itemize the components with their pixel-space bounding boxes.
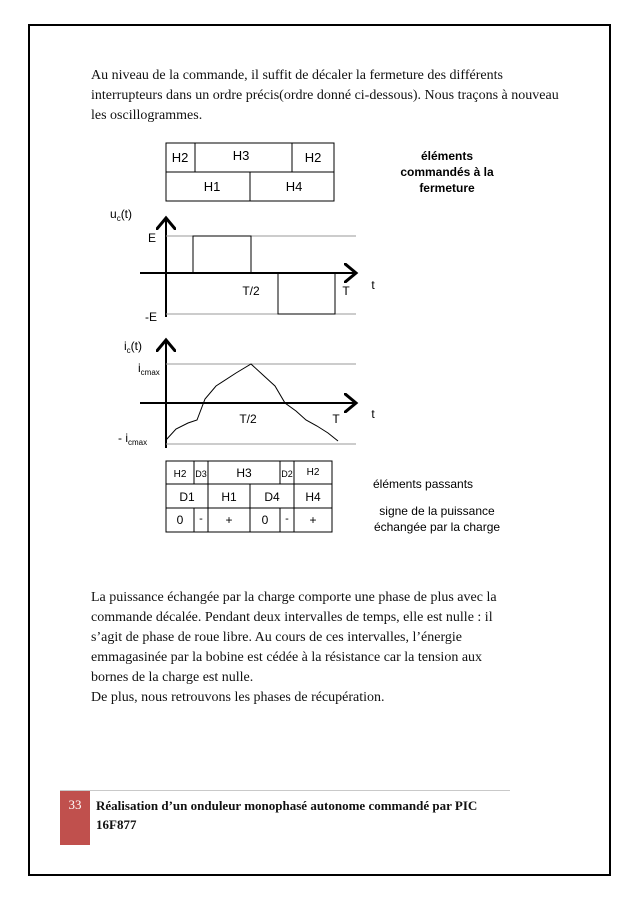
intro-paragraph: Au niveau de la commande, il suffit de décaler la fermeture des différents interrupteurs dans un ordre précis(ordre donné ci-dessous). Nous traçons à nouveau les oscillogrammes. — [91, 68, 559, 123]
conclusion-paragraph: La puissance échangée par la charge comporte une phase de plus avec la commande décalée. Pendant deux intervalles de temps, elle est nulle : il s’agit de phase de roue libre. Au cours de ces intervalles, l’énergie emmagasinée par la bobine est cédée à la résistance car la tension aux bornes de la charge est nulle. De plus, nous retrouvons les phases de récupération. — [91, 590, 497, 705]
ic-current-graph — [118, 339, 375, 448]
uc-label: $u_c(t)$ — [110, 207, 133, 223]
svg-text:fermeture: fermeture — [419, 181, 475, 195]
power-sign-1: 0 — [176, 513, 184, 527]
label-conducting-elements: éléments passants — [373, 477, 474, 491]
power-sign-5: - — [285, 513, 289, 525]
ic-t-axis: t — [371, 407, 375, 421]
page-number: 33 — [68, 797, 82, 812]
label-power-sign-line1: signe de la puissance — [379, 504, 495, 518]
ic-neg-max-label: - $i_{cmax}$ — [118, 431, 148, 447]
power-sign-4: 0 — [261, 513, 269, 527]
uc-t-full: T — [342, 284, 350, 298]
command-table — [166, 143, 334, 201]
ic-max-label: $i_{cmax}$ — [138, 361, 160, 377]
ic-label: $i_c(t)$ — [124, 339, 142, 355]
ic-t-half: T/2 — [239, 412, 257, 426]
cmd-cell-h2-left: H2 — [171, 150, 189, 165]
label-commanded-elements — [400, 149, 494, 195]
uc-t-half: T/2 — [242, 284, 260, 298]
state-h1: H1 — [221, 490, 237, 504]
power-sign-2: - — [199, 513, 203, 525]
cmd-cell-h4: H4 — [285, 179, 303, 194]
uc-t-axis: t — [371, 278, 375, 292]
cmd-cell-h2-right: H2 — [304, 150, 322, 165]
state-h4: H4 — [305, 490, 321, 504]
uc-e-label: E — [148, 231, 157, 245]
state-h3: H3 — [236, 466, 252, 480]
state-table — [166, 461, 332, 532]
uc-voltage-graph — [110, 207, 375, 324]
footer-rule — [60, 790, 510, 791]
svg-text:éléments: éléments — [420, 149, 474, 163]
footer-title: Réalisation d’un onduleur monophasé autonome commandé par PIC 16F877 — [96, 798, 478, 832]
uc-neg-e-label: -E — [145, 310, 157, 324]
state-h2-left: H2 — [173, 469, 187, 480]
state-d2: D2 — [281, 469, 293, 479]
cmd-cell-h3: H3 — [232, 148, 250, 163]
ic-t-full: T — [332, 412, 340, 426]
state-d3: D3 — [195, 469, 207, 479]
label-power-sign-line2: échangée par la charge — [373, 520, 501, 534]
power-sign-6: + — [309, 513, 317, 527]
state-d4: D4 — [264, 490, 280, 504]
cmd-cell-h1: H1 — [203, 179, 221, 194]
state-h2-right: H2 — [306, 467, 320, 478]
power-sign-3: + — [225, 513, 233, 527]
svg-text:commandés à la: commandés à la — [400, 165, 494, 179]
state-d1: D1 — [179, 490, 195, 504]
